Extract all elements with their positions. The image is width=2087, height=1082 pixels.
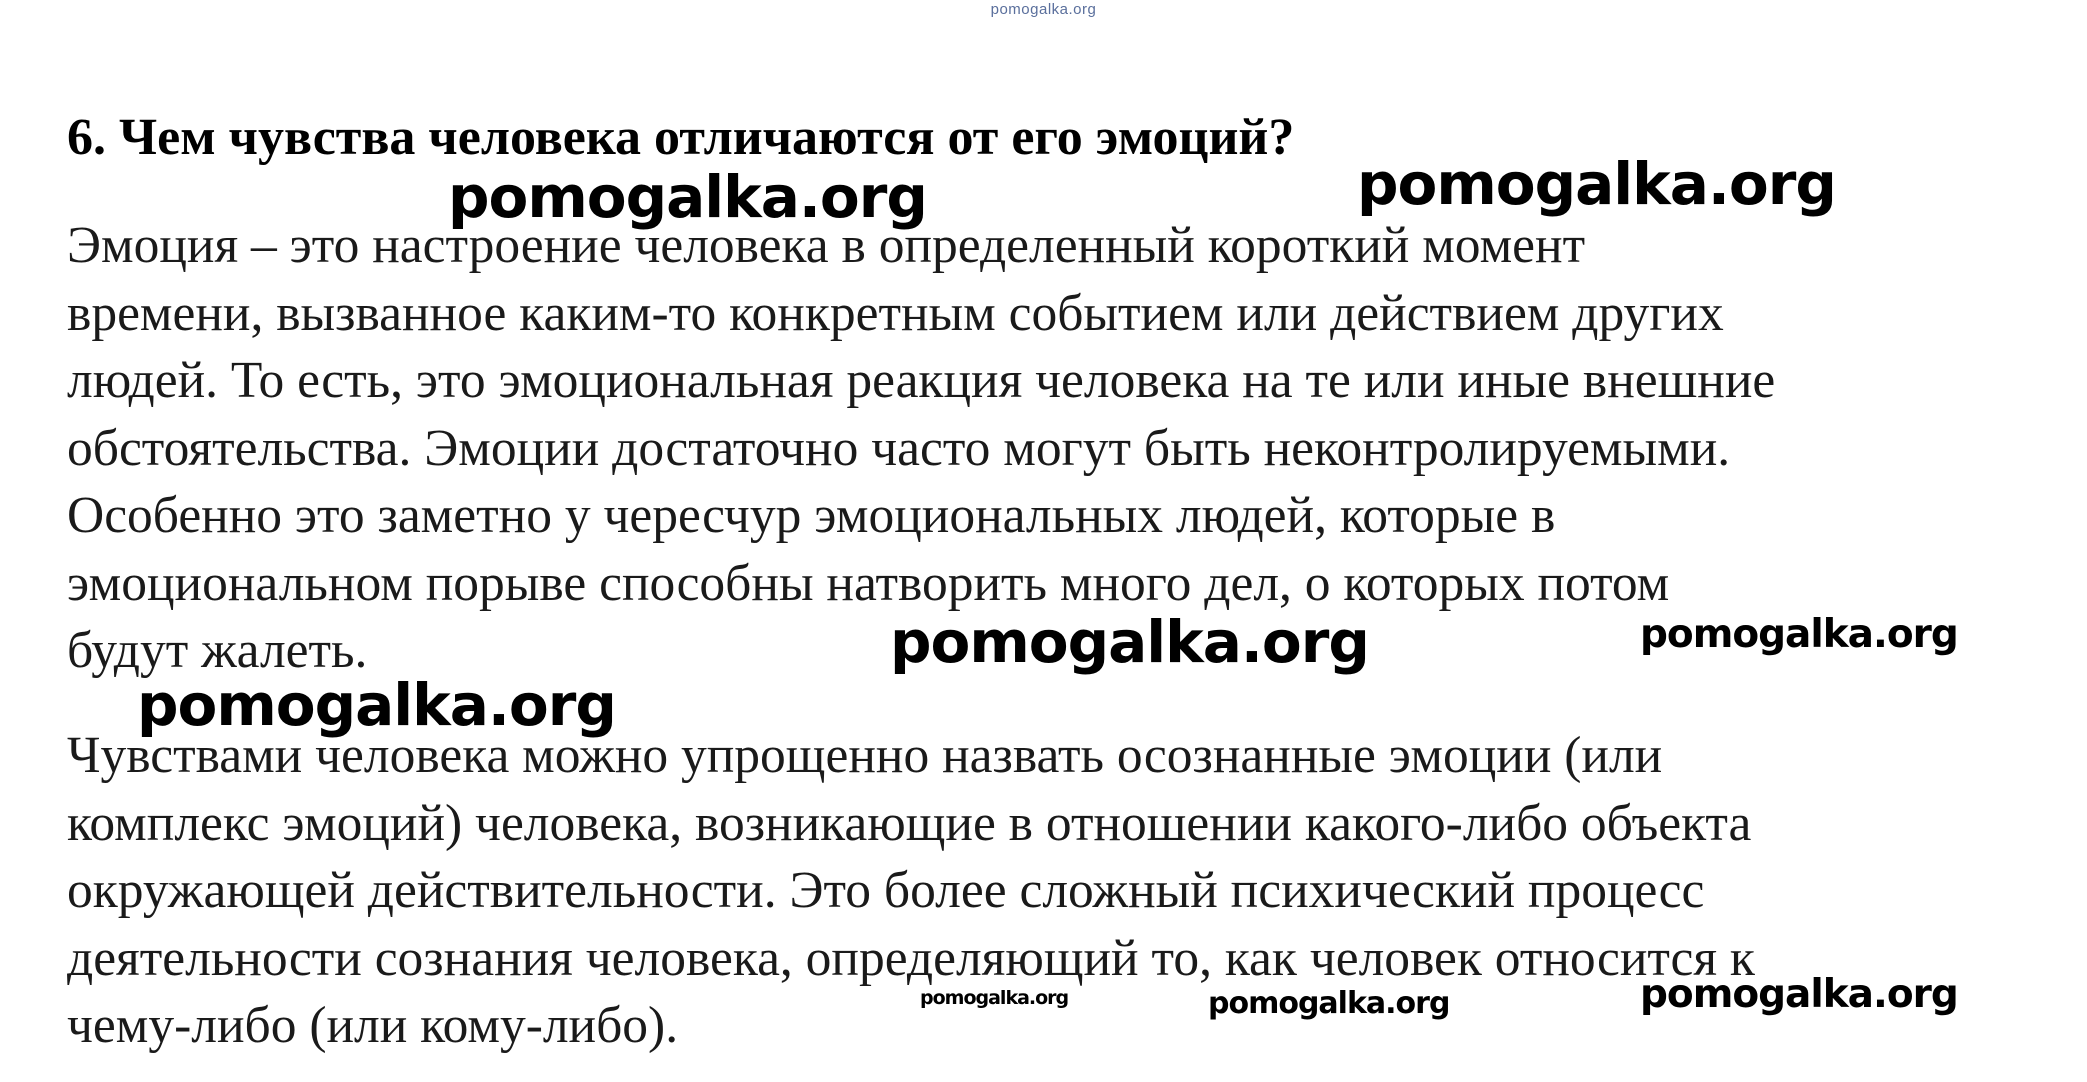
watermark: pomogalka.org: [448, 163, 927, 231]
paragraph-line: Эмоция – это настроение человека в определенный короткий момент: [67, 217, 1586, 274]
site-header-url[interactable]: pomogalka.org: [990, 1, 1097, 18]
paragraph-line: Особенно это заметно у чересчур эмоциональных людей, которые в: [67, 487, 1556, 544]
watermark: pomogalka.org: [1640, 612, 1958, 657]
watermark: pomogalka.org: [1640, 972, 1958, 1017]
paragraph-line: чему-либо (или кому-либо).: [67, 997, 679, 1054]
paragraph-line: Чувствами человека можно упрощенно назвать осознанные эмоции (или: [67, 727, 1663, 784]
watermark: pomogalka.org: [890, 608, 1369, 676]
paragraph-line: времени, вызванное каким-то конкретным событием или действием других: [67, 284, 1724, 342]
paragraph-line: эмоциональном порыве способны натворить много дел, о которых потом: [67, 554, 1670, 612]
paragraph-line: будут жалеть.: [67, 622, 368, 679]
paragraph-line: обстоятельства. Эмоции достаточно часто могут быть неконтролируемыми.: [67, 419, 1731, 477]
watermark: pomogalka.org: [920, 987, 1069, 1009]
watermark: pomogalka.org: [1208, 986, 1450, 1021]
watermark: pomogalka.org: [1357, 150, 1836, 218]
paragraph-line: комплекс эмоций) человека, возникающие в отношении какого-либо объекта: [67, 794, 1752, 852]
watermark: pomogalka.org: [137, 671, 616, 739]
question-heading: 6. Чем чувства человека отличаются от его эмоций?: [67, 109, 1295, 166]
paragraph-line: людей. То есть, это эмоциональная реакция человека на те или иные внешние: [67, 352, 1776, 409]
paragraph-line: деятельности сознания человека, определяющий то, как человек относится к: [67, 929, 1755, 987]
paragraph-line: окружающей действительности. Это более сложный психический процесс: [67, 862, 1705, 919]
